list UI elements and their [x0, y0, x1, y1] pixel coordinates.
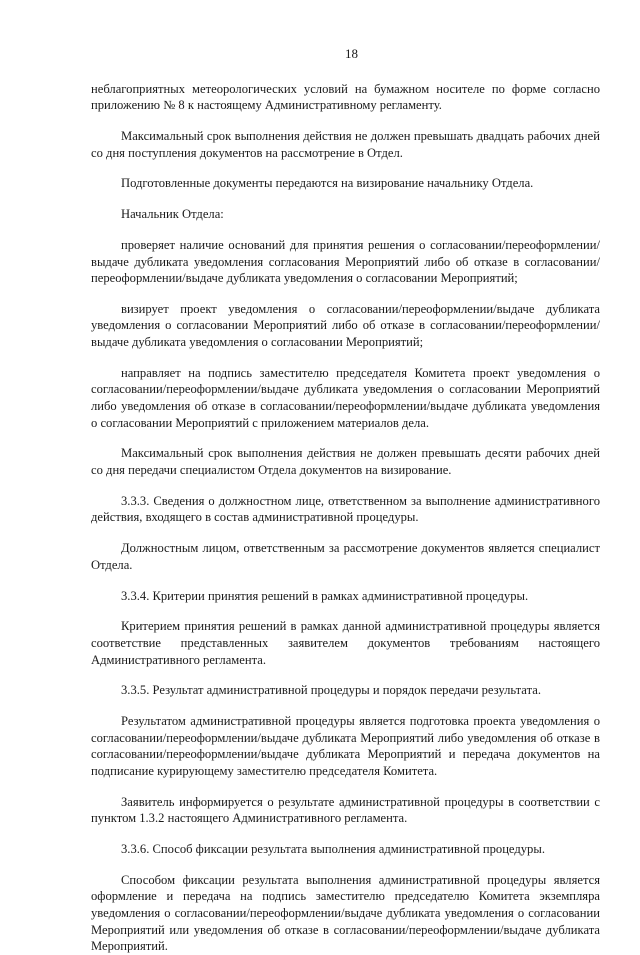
- paragraph-3-3-3: 3.3.3. Сведения о должностном лице, ответственном за выполнение административного действия, входящего в состав административной процедуры.: [91, 493, 600, 525]
- paragraph-procedure-result: Результатом административной процедуры является подготовка проекта уведомления о согласовании/переоформлении/выдаче дубликата Мероприятий либо уведомления об отказе в согласовании/переоформлении/выдаче дубликата Мероприятий и передача документов на подписание курирующему заместителю председателя Комитета.: [91, 714, 600, 778]
- paragraph-deadline-10-days: Максимальный срок выполнения действия не должен превышать десяти рабочих дней со дня передачи специалистом Отдела документов на визирование.: [91, 446, 600, 477]
- paragraph-deadline-20-days: Максимальный срок выполнения действия не должен превышать двадцать рабочих дней со дня поступления документов на рассмотрение в Отдел.: [91, 128, 600, 160]
- page-number: 18: [345, 46, 358, 61]
- paragraph-responsible-official: Должностным лицом, ответственным за рассмотрение документов является специалист Отдела.: [91, 541, 600, 572]
- paragraph-head-of-department: Начальник Отдела:: [121, 207, 224, 222]
- paragraph-3-3-5: 3.3.5. Результат административной процедуры и порядок передачи результата.: [121, 683, 541, 698]
- paragraph-decision-criterion: Критерием принятия решений в рамках данной административной процедуры является соответствие представленных заявителем документов требованиям настоящего Административного регламента.: [91, 619, 600, 667]
- paragraph-documents-to-head: Подготовленные документы передаются на визирование начальнику Отдела.: [121, 176, 534, 191]
- paragraph-checks-grounds: проверяет наличие оснований для принятия решения о согласовании/переоформлении/выдаче дубликата уведомления согласования Мероприятий либо об отказе в согласовании/переоформлении/выдаче дубликата уведомления о согласовании Мероприятий;: [91, 237, 600, 286]
- paragraph-endorses-draft: визирует проект уведомления о согласовании/переоформлении/выдаче дубликата уведомления о согласовании Мероприятий либо об отказе в согласовании/переоформлении/выдаче дубликата уведомления о согласовании Мероприятий;: [91, 301, 600, 350]
- paragraph-3-3-4: 3.3.4. Критерии принятия решений в рамках административной процедуры.: [121, 588, 529, 603]
- paragraph-3-3-6: 3.3.6. Способ фиксации результата выполнения административной процедуры.: [121, 842, 545, 856]
- paragraph-sends-for-signature: направляет на подпись заместителю председателя Комитета проект уведомления о согласовании/переоформлении/выдаче дубликата уведомления о согласовании Мероприятий либо уведомления об отказе в согласовании/переоформлении/выдаче дубликата уведомления о согласовании Мероприятий с приложением материалов дела.: [91, 365, 600, 430]
- paragraph-applicant-informed: Заявитель информируется о результате административной процедуры в соответствии с пунктом 1.3.2 настоящего Административного регламента.: [91, 794, 600, 826]
- paragraph-recording-method: Способом фиксации результата выполнения административной процедуры является оформление и передача на подпись заместителю председателю Комитета экземпляра уведомления о согласовании/переоформлении/выдаче дубликата уведомления о согласовании Мероприятий или уведомления об отказе в согласовании/переоформлении/выдаче дубликата Мероприятий.: [91, 872, 600, 954]
- paragraph-continuation: неблагоприятных метеорологических условий на бумажном носителе по форме согласно приложению № 8 к настоящему Административному регламенту.: [91, 81, 600, 113]
